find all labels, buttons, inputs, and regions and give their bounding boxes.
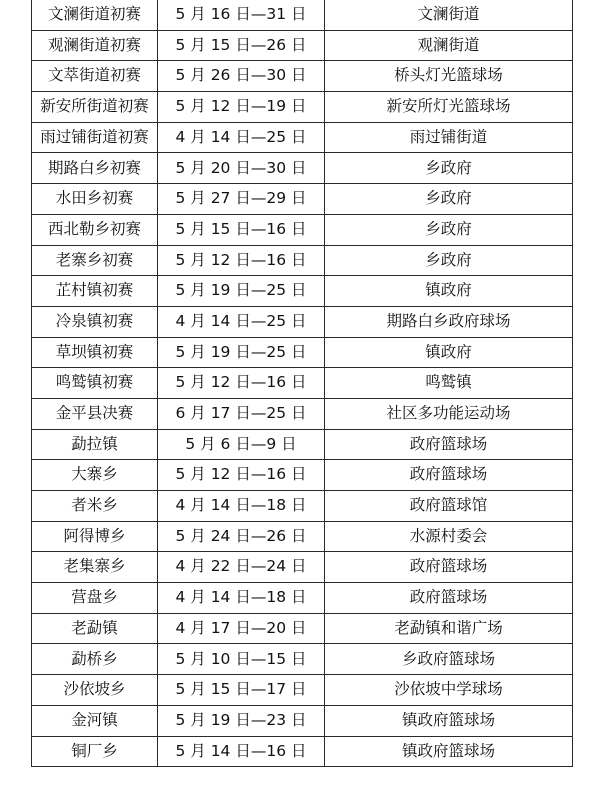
date-range-cell: 5 月 15 日—16 日 [158,214,325,245]
schedule-table [31,0,573,767]
event-name-cell: 勐桥乡 [32,644,158,675]
venue-cell: 雨过铺街道 [325,122,573,153]
table-row [32,92,573,123]
date-range-cell: 5 月 19 日—25 日 [158,276,325,307]
date-range-cell: 5 月 10 日—15 日 [158,644,325,675]
event-name-cell: 沙依坡乡 [32,675,158,706]
date-range-cell: 5 月 27 日—29 日 [158,184,325,215]
table-row [32,214,573,245]
venue-cell: 社区多功能运动场 [325,398,573,429]
table-row [32,460,573,491]
venue-cell: 乡政府篮球场 [325,644,573,675]
date-range-cell: 6 月 17 日—25 日 [158,398,325,429]
table-row [32,30,573,61]
event-name-cell: 营盘乡 [32,583,158,614]
venue-cell: 镇政府 [325,276,573,307]
venue-cell: 镇政府篮球场 [325,736,573,767]
table-row [32,306,573,337]
event-name-cell: 水田乡初赛 [32,184,158,215]
date-range-cell: 5 月 12 日—19 日 [158,92,325,123]
event-name-cell: 金河镇 [32,705,158,736]
date-range-cell: 5 月 19 日—25 日 [158,337,325,368]
table-row [32,0,573,30]
date-range-cell: 5 月 15 日—26 日 [158,30,325,61]
event-name-cell: 草坝镇初赛 [32,337,158,368]
venue-cell: 新安所灯光篮球场 [325,92,573,123]
venue-cell: 老勐镇和谐广场 [325,613,573,644]
venue-cell: 政府篮球馆 [325,491,573,522]
schedule-table-body [32,0,573,767]
event-name-cell: 老寨乡初赛 [32,245,158,276]
event-name-cell: 新安所街道初赛 [32,92,158,123]
date-range-cell: 4 月 14 日—25 日 [158,122,325,153]
event-name-cell: 铜厂乡 [32,736,158,767]
venue-cell: 镇政府篮球场 [325,705,573,736]
event-name-cell: 芷村镇初赛 [32,276,158,307]
date-range-cell: 5 月 12 日—16 日 [158,460,325,491]
date-range-cell: 5 月 6 日—9 日 [158,429,325,460]
date-range-cell: 5 月 12 日—16 日 [158,245,325,276]
table-row [32,736,573,767]
table-row [32,153,573,184]
table-row [32,521,573,552]
venue-cell: 镇政府 [325,337,573,368]
venue-cell: 政府篮球场 [325,429,573,460]
table-row [32,583,573,614]
table-row [32,276,573,307]
event-name-cell: 金平县决赛 [32,398,158,429]
date-range-cell: 5 月 19 日—23 日 [158,705,325,736]
table-row [32,61,573,92]
venue-cell: 政府篮球场 [325,460,573,491]
table-row [32,398,573,429]
venue-cell: 水源村委会 [325,521,573,552]
event-name-cell: 期路白乡初赛 [32,153,158,184]
date-range-cell: 5 月 26 日—30 日 [158,61,325,92]
table-row [32,184,573,215]
event-name-cell: 老集寨乡 [32,552,158,583]
venue-cell: 观澜街道 [325,30,573,61]
venue-cell: 期路白乡政府球场 [325,306,573,337]
event-name-cell: 文萃街道初赛 [32,61,158,92]
date-range-cell: 5 月 20 日—30 日 [158,153,325,184]
event-name-cell: 者米乡 [32,491,158,522]
date-range-cell: 5 月 15 日—17 日 [158,675,325,706]
venue-cell: 政府篮球场 [325,583,573,614]
date-range-cell: 5 月 24 日—26 日 [158,521,325,552]
date-range-cell: 4 月 14 日—25 日 [158,306,325,337]
table-row [32,368,573,399]
date-range-cell: 4 月 22 日—24 日 [158,552,325,583]
event-name-cell: 西北勒乡初赛 [32,214,158,245]
table-row [32,337,573,368]
venue-cell: 乡政府 [325,245,573,276]
event-name-cell: 文澜街道初赛 [32,0,158,30]
table-row [32,675,573,706]
venue-cell: 桥头灯光篮球场 [325,61,573,92]
date-range-cell: 4 月 14 日—18 日 [158,491,325,522]
venue-cell: 乡政府 [325,214,573,245]
venue-cell: 鸣鹫镇 [325,368,573,399]
venue-cell: 政府篮球场 [325,552,573,583]
table-row [32,613,573,644]
venue-cell: 乡政府 [325,184,573,215]
table-row [32,491,573,522]
table-row [32,429,573,460]
venue-cell: 文澜街道 [325,0,573,30]
date-range-cell: 4 月 17 日—20 日 [158,613,325,644]
event-name-cell: 大寨乡 [32,460,158,491]
table-row [32,644,573,675]
event-name-cell: 雨过铺街道初赛 [32,122,158,153]
date-range-cell: 5 月 12 日—16 日 [158,368,325,399]
table-row [32,122,573,153]
event-name-cell: 观澜街道初赛 [32,30,158,61]
table-row [32,705,573,736]
event-name-cell: 老勐镇 [32,613,158,644]
table-row [32,245,573,276]
table-row [32,552,573,583]
date-range-cell: 4 月 14 日—18 日 [158,583,325,614]
event-name-cell: 阿得博乡 [32,521,158,552]
event-name-cell: 冷泉镇初赛 [32,306,158,337]
date-range-cell: 5 月 14 日—16 日 [158,736,325,767]
venue-cell: 沙依坡中学球场 [325,675,573,706]
event-name-cell: 鸣鹫镇初赛 [32,368,158,399]
event-name-cell: 勐拉镇 [32,429,158,460]
venue-cell: 乡政府 [325,153,573,184]
date-range-cell: 5 月 16 日—31 日 [158,0,325,30]
